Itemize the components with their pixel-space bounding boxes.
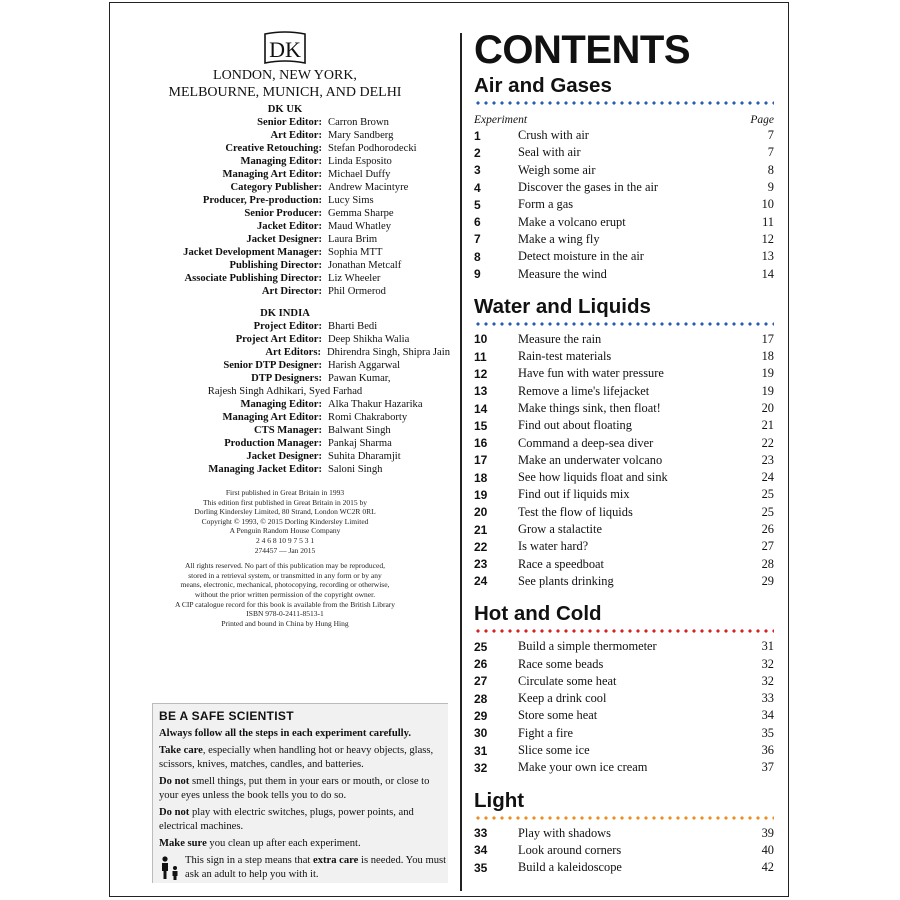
experiment-number: 6 [474,215,481,230]
experiment-title: See how liquids float and sink [518,470,668,485]
credit-row [120,194,450,207]
experiment-number: 15 [474,418,488,433]
credit-role: Publishing Director: [229,260,322,271]
credit-role: Managing Art Editor: [222,169,322,180]
toc-section [474,74,774,283]
credit-role: Art Editor: [270,130,322,141]
toc-row [474,265,774,282]
credit-role: Creative Retouching: [225,143,322,154]
experiment-number: 12 [474,366,488,381]
toc-row [474,231,774,248]
toc-list [474,638,774,776]
toc-row [474,859,774,876]
legal-line: Dorling Kindersley Limited, 80 Strand, London WC2R 0RL [194,507,376,517]
credit-row [120,246,450,259]
credit-row [120,372,450,385]
credit-name: Lucy Sims [328,195,374,206]
experiment-title: Weigh some air [518,162,596,177]
toc-row [474,825,774,842]
credit-role: Associate Publishing Director: [184,273,322,284]
safety-rule: Do not smell things, put them in your ears or mouth, or close to your eyes unless the book tells you to do so. [159,776,430,801]
page-number: 18 [761,349,774,364]
safety-title: BE A SAFE SCIENTIST [159,709,294,723]
page-number: 22 [761,435,774,450]
experiment-number: 29 [474,708,488,723]
legal-line: means, electronic, mechanical, photocopying, recording or otherwise, [180,580,390,590]
credit-row [120,437,450,450]
experiment-number: 8 [474,249,481,264]
experiment-number: 28 [474,691,488,706]
experiment-title: Build a kaleidoscope [518,860,622,875]
experiment-title: Crush with air [518,128,589,143]
experiment-title: See plants drinking [518,573,614,588]
credit-name: Dhirendra Singh, Shipra Jain [327,347,450,358]
experiment-title: Keep a drink cool [518,691,607,706]
credit-row [120,116,450,129]
toc-row [474,742,774,759]
credit-name: Carron Brown [328,117,389,128]
contents-title: CONTENTS [474,28,690,72]
dk-uk-heading: DK UK [267,104,303,115]
credit-row [120,411,450,424]
credit-name: Michael Duffy [328,169,391,180]
credit-role: Jacket Designer: [246,451,322,462]
safety-rule: Make sure you clean up after each experiment. [159,838,361,849]
cities-line: LONDON, NEW YORK, [213,68,357,83]
toc-row [474,759,774,776]
credit-name: Liz Wheeler [328,273,381,284]
column-headings [474,113,774,127]
legal-line: This edition first published in Great Britain in 2015 by [203,497,367,507]
section-title: Light [474,788,525,812]
experiment-title: Test the flow of liquids [518,504,633,519]
experiment-title: Make a volcano erupt [518,214,626,229]
safety-box [152,703,448,883]
page-number: 26 [761,522,774,537]
credit-row [120,398,450,411]
experiment-number: 2 [474,145,481,160]
experiment-number: 32 [474,760,488,775]
page-number: 28 [761,556,774,571]
credit-row [120,359,450,372]
credit-role: Project Editor: [253,321,322,332]
page-number: 32 [761,656,774,671]
experiment-number: 25 [474,639,488,654]
page-number: 40 [761,842,774,857]
experiment-number: 5 [474,197,481,212]
experiment-title: Measure the wind [518,266,607,281]
page-number: 35 [761,725,774,740]
credit-row [120,272,450,285]
legal-line: First published in Great Britain in 1993 [225,488,345,497]
page-number: 36 [761,743,774,758]
experiment-title: Make things sink, then float! [518,401,661,415]
page-number: 9 [767,180,774,195]
experiment-title: Find out about floating [518,418,632,433]
toc-section [474,295,774,590]
toc-row [474,179,774,196]
imprint-column [120,30,450,628]
experiment-title: Form a gas [518,197,574,212]
toc-list [474,825,774,877]
toc-row [474,162,774,179]
toc-row [474,556,774,573]
experiment-title: Race some beads [518,656,604,671]
toc-section [474,789,774,877]
credit-name: Laura Brim [328,234,378,245]
adult-help-note [159,854,448,882]
page-number: 20 [761,401,774,415]
experiment-title: Is water hard? [518,539,589,554]
toc-row [474,655,774,672]
experiment-number: 4 [474,180,481,195]
credit-role: Managing Editor: [240,399,322,410]
toc-list [474,331,774,590]
toc-row [474,486,774,503]
experiment-number: 7 [474,232,481,247]
column-divider [460,33,462,891]
credit-name: Jonathan Metcalf [328,260,402,271]
experiment-title: Measure the rain [518,331,602,346]
credit-name: Mary Sandberg [328,130,394,141]
experiment-number: 22 [474,539,488,554]
experiment-number: 18 [474,470,488,485]
toc-row [474,842,774,859]
dk-logo [262,30,308,66]
toc-list [474,127,774,283]
experiment-number: 26 [474,657,488,672]
toc-row [474,690,774,707]
dotted-rule [474,101,774,105]
legal-line: ISBN 978-0-2411-8513-1 [246,609,324,619]
toc-row [474,538,774,555]
page-number: 14 [761,266,774,281]
experiment-number: 13 [474,384,488,399]
page-number: 12 [761,231,774,246]
credit-row [120,285,450,298]
credit-role: Production Manager: [224,438,322,449]
experiment-title: Play with shadows [518,825,611,840]
credit-row [120,346,450,359]
experiment-number: 3 [474,163,481,178]
adult-help-text: This sign in a step means that extra care is needed. You must ask an adult to help you with it. [185,855,447,880]
adult-and-child-icon [159,856,181,880]
credit-name: Pankaj Sharma [328,438,392,449]
experiment-number: 35 [474,860,488,875]
credit-row [120,385,450,398]
page-number: 33 [761,691,774,706]
safety-rule: Always follow all the steps in each experiment carefully. [159,728,411,739]
safety-rule: Take care, especially when handling hot or heavy objects, glass, scissors, knives, matches, candles, and batteries. [159,745,434,770]
experiment-title: Seal with air [518,145,581,160]
experiment-title: Detect moisture in the air [518,249,644,264]
toc-row [474,144,774,161]
page-number: 8 [767,162,774,177]
experiment-title: Make a wing fly [518,231,600,246]
toc-row [474,348,774,365]
experiment-title: Fight a fire [518,725,574,740]
experiment-number: 21 [474,522,488,537]
safety-rule: Do not play with electric switches, plugs, power points, and electrical machines. [159,807,414,832]
experiment-number: 31 [474,743,488,758]
page-number: 31 [761,639,774,654]
credit-role: Senior DTP Designer: [223,360,322,371]
credit-row [120,333,450,346]
experiment-title: Circulate some heat [518,673,617,688]
credit-role: Producer, Pre-production: [202,195,322,206]
toc-row [474,707,774,724]
experiment-title: Command a deep-sea diver [518,435,654,450]
legal-line: A CIP catalogue record for this book is available from the British Library [174,599,396,609]
credit-role: DTP Designers: [251,373,322,384]
toc-section [474,602,774,776]
credit-row [120,220,450,233]
credit-name: Gemma Sharpe [328,208,394,219]
section-title: Air and Gases [474,74,612,97]
toc-row [474,434,774,451]
experiment-number: 1 [474,128,481,143]
toc-row [474,365,774,382]
credit-name: Maud Whatley [328,221,392,232]
experiment-title: Race a speedboat [518,556,605,571]
experiment-number: 14 [474,401,488,416]
credit-name: Alka Thakur Hazarika [328,399,423,410]
credit-role: Category Publisher: [230,182,322,193]
credit-name: Sophia MTT [328,247,383,258]
credit-name: Stefan Podhorodecki [328,143,417,154]
toc-row [474,127,774,144]
credit-name: Bharti Bedi [328,321,378,332]
credit-role: Jacket Designer: [246,234,322,245]
credit-name: Andrew Macintyre [328,182,409,193]
experiment-number: 20 [474,505,488,520]
section-title: Hot and Cold [474,602,602,626]
experiment-title: Build a simple thermometer [518,639,657,654]
credit-row [120,207,450,220]
dk-uk-credits [120,103,450,298]
publisher-cities [120,67,450,101]
legal-line: A Penguin Random House Company [229,526,341,536]
credit-name: Balwant Singh [328,425,391,436]
toc-row [474,196,774,213]
page-number: 29 [761,573,774,588]
page-number: 25 [761,504,774,519]
experiment-title: Grow a stalactite [518,522,602,537]
page-number: 27 [761,539,774,554]
page-number: 13 [761,249,774,264]
experiment-number: 9 [474,267,481,282]
legal-line: Printed and bound in China by Hung Hing [221,618,349,628]
experiment-title: Have fun with water pressure [518,366,664,381]
credit-row [120,259,450,272]
toc-row [474,469,774,486]
page-number: 42 [761,860,774,875]
credit-name: Pawan Kumar, [328,373,391,384]
experiment-number: 33 [474,826,488,841]
credit-row [120,129,450,142]
credit-role: Art Editors: [265,347,321,358]
experiment-title: Rain-test materials [518,349,612,364]
credit-row [120,233,450,246]
page-column-label: Page [750,114,774,126]
credit-role: Jacket Development Manager: [183,247,322,258]
experiment-number: 10 [474,332,488,347]
credit-name: Phil Ormerod [328,286,386,297]
toc-row [474,673,774,690]
credit-name: Linda Esposito [328,156,392,167]
toc-row [474,383,774,400]
page-number: 32 [761,673,774,688]
experiment-number: 23 [474,557,488,572]
toc-row [474,521,774,538]
credit-role: CTS Manager: [254,425,322,436]
page-number: 34 [761,708,774,723]
dk-logo-text: DK [269,37,301,62]
experiment-title: Discover the gases in the air [518,180,659,195]
credit-name: Romi Chakraborty [328,412,408,423]
credit-name: Deep Shikha Walia [328,334,410,345]
credit-role: Managing Art Editor: [222,412,322,423]
legal-line: stored in a retrieval system, or transmitted in any form or by any [188,570,382,580]
credit-role: Managing Editor: [240,156,322,167]
credit-row [120,142,450,155]
credit-row [120,463,450,476]
experiment-title: Remove a lime's lifejacket [518,383,650,398]
toc-row [474,504,774,521]
credit-row [120,424,450,437]
page-number: 23 [761,452,774,467]
page-number: 19 [761,383,774,398]
legal-line: 274457 — Jan 2015 [254,545,316,555]
credit-name: Rajesh Singh Adhikari, Syed Farhad [207,386,363,397]
page-number: 10 [761,197,774,212]
experiment-number: 17 [474,453,488,468]
page-number: 11 [762,214,774,229]
toc-row [474,417,774,434]
copyright-notice [120,488,450,628]
toc-row [474,213,774,230]
experiment-number: 19 [474,487,488,502]
toc-row [474,331,774,348]
toc-row [474,638,774,655]
legal-line: without the prior written permission of the copyright owner. [194,589,376,599]
page-number: 7 [767,128,774,143]
legal-line: Copyright © 1993, © 2015 Dorling Kindersley Limited [201,516,369,526]
page-number: 19 [761,366,774,381]
experiment-title: Look around corners [518,842,622,857]
credit-name: Harish Aggarwal [328,360,401,371]
contents-column [474,30,774,876]
credit-role: Managing Jacket Editor: [208,464,322,475]
credit-role: Senior Producer: [244,208,322,219]
experiment-number: 16 [474,436,488,451]
credit-role: Senior Editor: [257,117,322,128]
credit-row [120,450,450,463]
experiment-title: Slice some ice [518,743,590,758]
section-title: Water and Liquids [474,294,651,318]
toc-row [474,452,774,469]
experiment-title: Make an underwater volcano [518,452,663,467]
cities-line: MELBOURNE, MUNICH, AND DELHI [168,85,402,100]
experiment-title: Make your own ice cream [518,760,648,775]
experiment-title: Store some heat [518,708,598,723]
toc-row [474,725,774,742]
dk-india-heading: DK INDIA [260,308,310,319]
credit-role: Project Art Editor: [235,334,322,345]
page-number: 25 [761,487,774,502]
experiment-number: 24 [474,574,488,589]
page-number: 37 [761,760,774,775]
toc-row [474,400,774,417]
toc-row [474,248,774,265]
page-number: 24 [761,470,774,485]
credit-role: Jacket Editor: [256,221,322,232]
credit-row [120,181,450,194]
page-number: 21 [761,418,774,433]
experiment-title: Find out if liquids mix [518,487,630,502]
credit-row [120,320,450,333]
page-number: 7 [767,145,774,160]
experiment-number: 27 [474,674,488,689]
credit-name: Suhita Dharamjit [328,451,401,462]
page-number: 39 [761,825,774,840]
credit-role: Art Director: [261,286,322,297]
experiment-number: 34 [474,843,488,858]
experiment-column-label: Experiment [474,114,528,126]
dk-india-credits [120,307,450,476]
toc-row [474,573,774,590]
page-number: 17 [761,331,774,346]
credit-row [120,155,450,168]
experiment-number: 30 [474,726,488,741]
legal-line: All rights reserved. No part of this publication may be reproduced, [185,561,385,571]
legal-line: 2 4 6 8 10 9 7 5 3 1 [255,535,315,545]
credit-name: Saloni Singh [328,464,383,475]
credit-row [120,168,450,181]
experiment-number: 11 [474,349,487,364]
